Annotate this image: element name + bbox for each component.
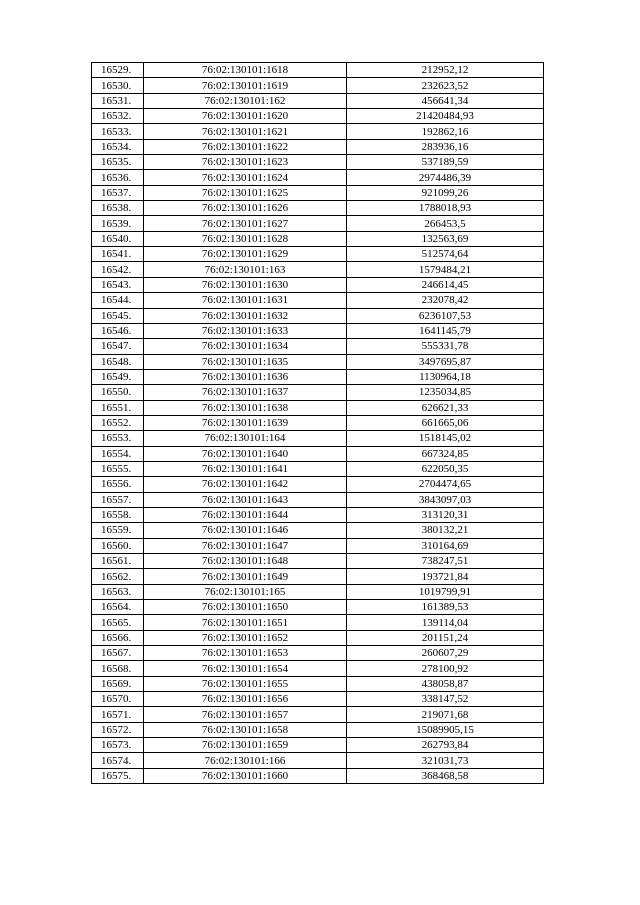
cadastral-number-cell: 76:02:130101:1646 [144,523,347,538]
cadastral-number-cell: 76:02:130101:1621 [144,124,347,139]
value-cell: 313120,31 [347,507,544,522]
row-number-cell: 16558. [92,507,144,522]
value-cell: 2704474,65 [347,477,544,492]
table-row [92,615,544,630]
row-number-cell: 16530. [92,78,144,93]
cadastral-number-cell: 76:02:130101:1656 [144,692,347,707]
value-cell: 338147,52 [347,692,544,707]
value-cell: 246614,45 [347,277,544,292]
table-row [92,446,544,461]
cadastral-number-cell: 76:02:130101:1625 [144,185,347,200]
cadastral-number-cell: 76:02:130101:1623 [144,155,347,170]
row-number-cell: 16548. [92,354,144,369]
value-cell: 1130964,18 [347,369,544,384]
table-row [92,262,544,277]
cadastral-number-cell: 76:02:130101:164 [144,431,347,446]
row-number-cell: 16571. [92,707,144,722]
cadastral-number-cell: 76:02:130101:1647 [144,538,347,553]
cadastral-number-cell: 76:02:130101:1620 [144,109,347,124]
value-cell: 6236107,53 [347,308,544,323]
table-row [92,155,544,170]
value-cell: 212952,12 [347,63,544,78]
value-cell: 1788018,93 [347,201,544,216]
row-number-cell: 16556. [92,477,144,492]
cadastral-number-cell: 76:02:130101:1649 [144,569,347,584]
value-cell: 3497695,87 [347,354,544,369]
table-row [92,738,544,753]
row-number-cell: 16565. [92,615,144,630]
cadastral-number-cell: 76:02:130101:1627 [144,216,347,231]
row-number-cell: 16575. [92,768,144,783]
value-cell: 555331,78 [347,339,544,354]
cadastral-number-cell: 76:02:130101:1624 [144,170,347,185]
value-cell: 380132,21 [347,523,544,538]
row-number-cell: 16529. [92,63,144,78]
table-row [92,247,544,262]
table-row [92,109,544,124]
row-number-cell: 16553. [92,431,144,446]
row-number-cell: 16564. [92,600,144,615]
row-number-cell: 16567. [92,646,144,661]
value-cell: 368468,58 [347,768,544,783]
table-row [92,569,544,584]
row-number-cell: 16547. [92,339,144,354]
table-row [92,768,544,783]
value-cell: 667324,85 [347,446,544,461]
cadastral-number-cell: 76:02:130101:1630 [144,277,347,292]
cadastral-number-cell: 76:02:130101:1637 [144,385,347,400]
table-row [92,630,544,645]
cadastral-number-cell: 76:02:130101:1650 [144,600,347,615]
row-number-cell: 16550. [92,385,144,400]
cadastral-number-cell: 76:02:130101:1628 [144,231,347,246]
table-row [92,231,544,246]
cadastral-number-cell: 76:02:130101:1631 [144,293,347,308]
cadastral-number-cell: 76:02:130101:165 [144,584,347,599]
value-cell: 1518145,02 [347,431,544,446]
table-row [92,722,544,737]
value-cell: 1641145,79 [347,323,544,338]
cadastral-number-cell: 76:02:130101:1632 [144,308,347,323]
table-row [92,646,544,661]
value-cell: 283936,16 [347,139,544,154]
row-number-cell: 16549. [92,369,144,384]
row-number-cell: 16560. [92,538,144,553]
table-row [92,124,544,139]
value-cell: 21420484,93 [347,109,544,124]
cadastral-number-cell: 76:02:130101:1639 [144,415,347,430]
row-number-cell: 16539. [92,216,144,231]
cadastral-number-cell: 76:02:130101:1648 [144,554,347,569]
cadastral-number-cell: 76:02:130101:1652 [144,630,347,645]
table-row [92,369,544,384]
value-cell: 161389,53 [347,600,544,615]
row-number-cell: 16561. [92,554,144,569]
table-row [92,584,544,599]
row-number-cell: 16574. [92,753,144,768]
value-cell: 2974486,39 [347,170,544,185]
row-number-cell: 16568. [92,661,144,676]
cadastral-number-cell: 76:02:130101:1626 [144,201,347,216]
table-row [92,692,544,707]
value-cell: 193721,84 [347,569,544,584]
row-number-cell: 16535. [92,155,144,170]
table-row [92,339,544,354]
cadastral-number-cell: 76:02:130101:1658 [144,722,347,737]
value-cell: 310164,69 [347,538,544,553]
value-cell: 1235034,85 [347,385,544,400]
table-row [92,277,544,292]
table-row [92,707,544,722]
value-cell: 201151,24 [347,630,544,645]
value-cell: 537189,59 [347,155,544,170]
row-number-cell: 16546. [92,323,144,338]
cadastral-number-cell: 76:02:130101:1640 [144,446,347,461]
row-number-cell: 16555. [92,461,144,476]
table-row [92,63,544,78]
row-number-cell: 16545. [92,308,144,323]
value-cell: 266453,5 [347,216,544,231]
value-cell: 132563,69 [347,231,544,246]
cadastral-number-cell: 76:02:130101:1619 [144,78,347,93]
cadastral-number-cell: 76:02:130101:1651 [144,615,347,630]
value-cell: 438058,87 [347,676,544,691]
value-cell: 219071,68 [347,707,544,722]
cadastral-number-cell: 76:02:130101:1642 [144,477,347,492]
cadastral-number-cell: 76:02:130101:1638 [144,400,347,415]
table-row [92,293,544,308]
row-number-cell: 16536. [92,170,144,185]
table-row [92,201,544,216]
row-number-cell: 16557. [92,492,144,507]
row-number-cell: 16552. [92,415,144,430]
row-number-cell: 16538. [92,201,144,216]
value-cell: 321031,73 [347,753,544,768]
cadastral-number-cell: 76:02:130101:1657 [144,707,347,722]
row-number-cell: 16554. [92,446,144,461]
row-number-cell: 16570. [92,692,144,707]
value-cell: 3843097,03 [347,492,544,507]
row-number-cell: 16533. [92,124,144,139]
table-body [92,63,544,784]
row-number-cell: 16573. [92,738,144,753]
table-row [92,170,544,185]
cadastral-number-cell: 76:02:130101:163 [144,262,347,277]
table-row [92,753,544,768]
row-number-cell: 16540. [92,231,144,246]
row-number-cell: 16532. [92,109,144,124]
cadastral-number-cell: 76:02:130101:1644 [144,507,347,522]
table-row [92,661,544,676]
value-cell: 232623,52 [347,78,544,93]
value-cell: 278100,92 [347,661,544,676]
value-cell: 260607,29 [347,646,544,661]
value-cell: 1019799,91 [347,584,544,599]
table-row [92,323,544,338]
value-cell: 626621,33 [347,400,544,415]
value-cell: 15089905,15 [347,722,544,737]
table-row [92,308,544,323]
table-row [92,431,544,446]
row-number-cell: 16531. [92,93,144,108]
table-row [92,78,544,93]
table-row [92,400,544,415]
row-number-cell: 16563. [92,584,144,599]
row-number-cell: 16566. [92,630,144,645]
cadastral-number-cell: 76:02:130101:1633 [144,323,347,338]
table-row [92,676,544,691]
table-row [92,554,544,569]
row-number-cell: 16544. [92,293,144,308]
value-cell: 921099,26 [347,185,544,200]
table-row [92,523,544,538]
table-row [92,477,544,492]
cadastral-number-cell: 76:02:130101:1653 [144,646,347,661]
row-number-cell: 16569. [92,676,144,691]
row-number-cell: 16543. [92,277,144,292]
table-row [92,507,544,522]
row-number-cell: 16534. [92,139,144,154]
row-number-cell: 16551. [92,400,144,415]
cadastral-value-table [91,62,544,784]
value-cell: 738247,51 [347,554,544,569]
table-row [92,185,544,200]
row-number-cell: 16542. [92,262,144,277]
value-cell: 661665,06 [347,415,544,430]
value-cell: 232078,42 [347,293,544,308]
table-row [92,415,544,430]
cadastral-number-cell: 76:02:130101:1641 [144,461,347,476]
table-row [92,216,544,231]
cadastral-number-cell: 76:02:130101:1634 [144,339,347,354]
table-row [92,600,544,615]
row-number-cell: 16541. [92,247,144,262]
cadastral-number-cell: 76:02:130101:166 [144,753,347,768]
cadastral-number-cell: 76:02:130101:162 [144,93,347,108]
row-number-cell: 16562. [92,569,144,584]
cadastral-number-cell: 76:02:130101:1643 [144,492,347,507]
table-row [92,492,544,507]
cadastral-number-cell: 76:02:130101:1654 [144,661,347,676]
row-number-cell: 16572. [92,722,144,737]
table-row [92,93,544,108]
document-page [91,62,543,784]
value-cell: 262793,84 [347,738,544,753]
table-row [92,461,544,476]
cadastral-number-cell: 76:02:130101:1635 [144,354,347,369]
cadastral-number-cell: 76:02:130101:1659 [144,738,347,753]
value-cell: 622050,35 [347,461,544,476]
value-cell: 456641,34 [347,93,544,108]
row-number-cell: 16559. [92,523,144,538]
row-number-cell: 16537. [92,185,144,200]
cadastral-number-cell: 76:02:130101:1660 [144,768,347,783]
table-row [92,538,544,553]
table-row [92,354,544,369]
value-cell: 192862,16 [347,124,544,139]
cadastral-number-cell: 76:02:130101:1618 [144,63,347,78]
cadastral-number-cell: 76:02:130101:1622 [144,139,347,154]
table-row [92,139,544,154]
value-cell: 512574,64 [347,247,544,262]
value-cell: 1579484,21 [347,262,544,277]
cadastral-number-cell: 76:02:130101:1636 [144,369,347,384]
table-row [92,385,544,400]
cadastral-number-cell: 76:02:130101:1655 [144,676,347,691]
cadastral-number-cell: 76:02:130101:1629 [144,247,347,262]
value-cell: 139114,04 [347,615,544,630]
